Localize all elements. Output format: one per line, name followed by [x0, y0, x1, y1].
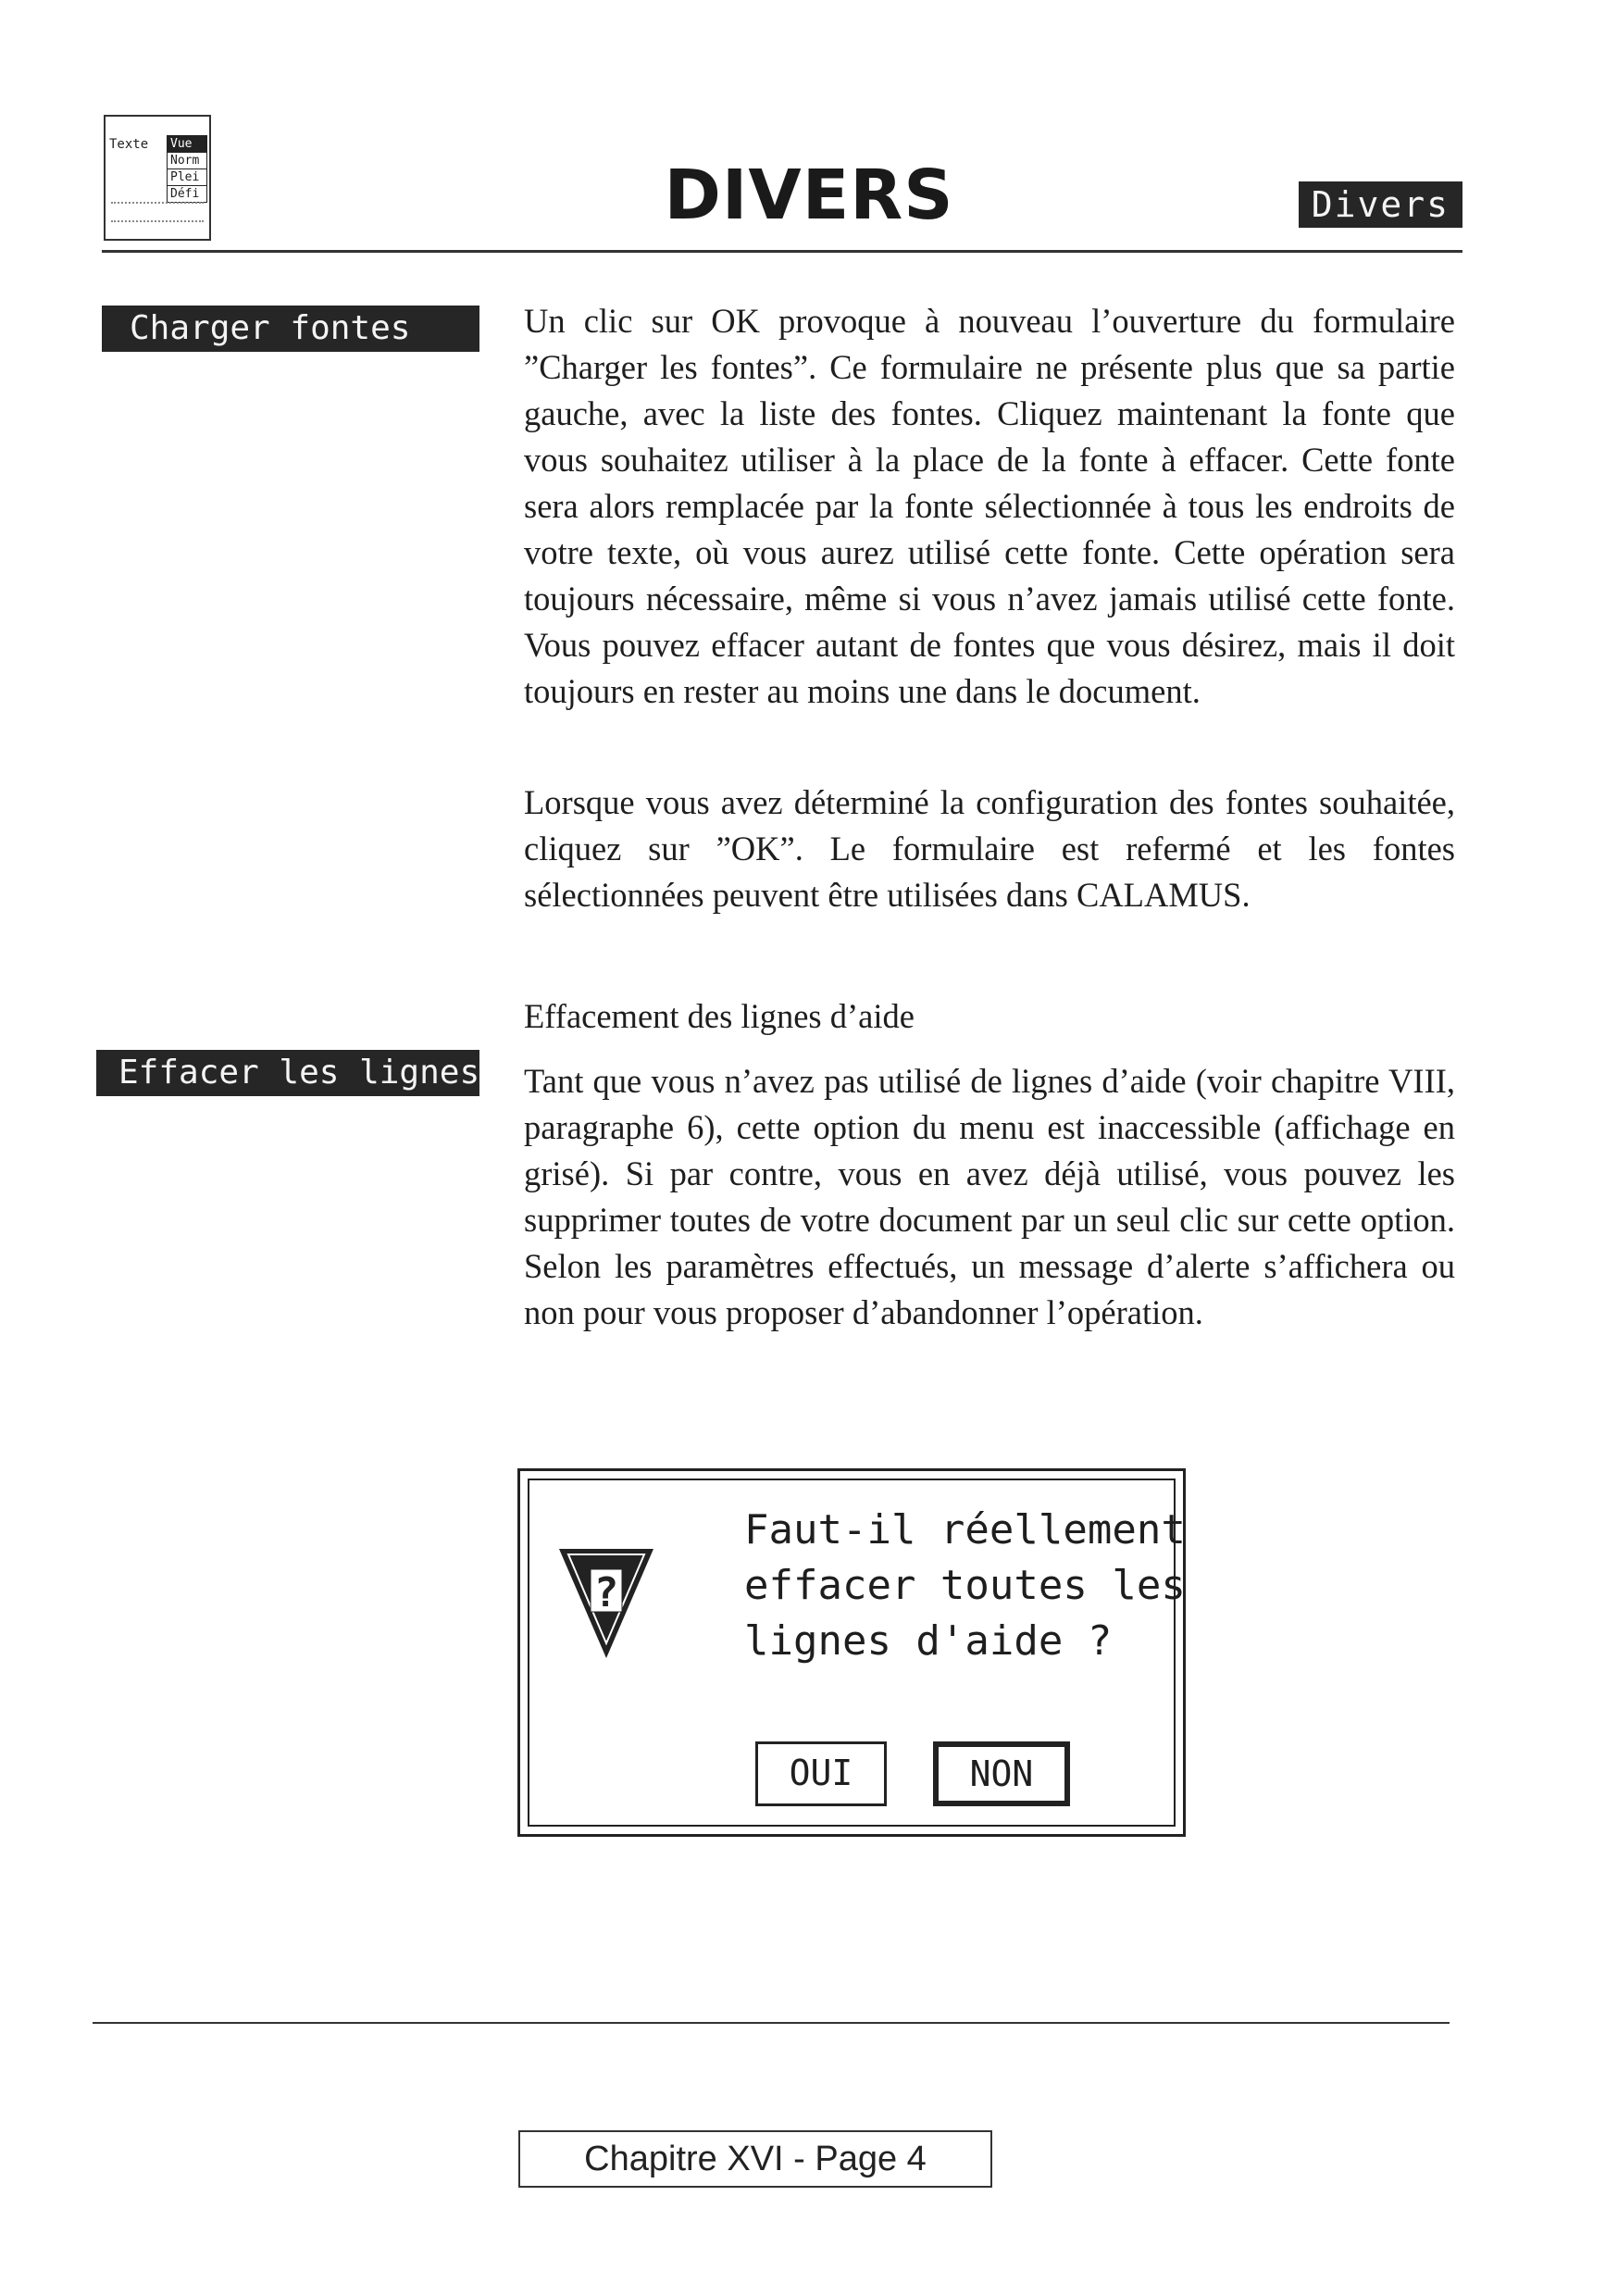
paragraph-text: Tant que vous n’avez pas utilisé de lignes d’aide (voir chapitre VIII, paragraphe 6), cette option du menu est inaccessible (affichage en grisé). Si par contre, vous en avez déjà utilisé, vous pouvez les supprimer toutes de votre document par un seul clic sur cette option. Selon les paramètres effectués, un message d’alerte s’affichera ou non pour vous proposer d’abandonner l’opération.	[524, 1062, 1455, 1331]
alert-message-line: lignes d'aide ?	[744, 1617, 1113, 1665]
alert-message-line: effacer toutes les	[744, 1562, 1186, 1609]
alert-message-line: Faut-il réellement	[744, 1506, 1186, 1554]
alert-message	[744, 1503, 1186, 1669]
svg-text:?: ?	[593, 1569, 619, 1616]
section-heading: Effacement des lignes d’aide	[524, 997, 915, 1035]
yes-button[interactable]: OUI	[755, 1741, 887, 1806]
section-tag: Divers	[1299, 181, 1462, 228]
menu-icon-item: Norm	[167, 153, 207, 169]
paragraph	[524, 780, 1455, 918]
menu-icon-item: Plei	[167, 169, 207, 186]
footer-rule	[93, 2022, 1450, 2024]
side-label-effacer-lignes: Effacer les lignes	[96, 1050, 479, 1096]
question-warning-icon	[555, 1541, 657, 1662]
paragraph-text: Lorsque vous avez déterminé la configuration des fontes souhaitée, cliquez sur ”OK”. Le formulaire est refermé et les fontes sélectionnées peuvent être utilisées dans CALAMUS.	[524, 783, 1455, 914]
paragraph	[524, 298, 1455, 715]
alert-dialog-frame	[528, 1479, 1186, 1827]
paragraph-text: Un clic sur OK provoque à nouveau l’ouverture du formulaire ”Charger les fontes”. Ce formulaire ne présente plus que sa partie gauche, avec la liste des fontes. Cliquez maintenant la fonte que vous souhaitez utiliser à la place de la fonte à effacer. Cette fonte sera alors remplacée par la fonte sélectionnée à tous les endroits de votre texte, où vous aurez utilisé cette fonte. Cette opération sera toujours nécessaire, même si vous n’avez jamais utilisé cette fonte. Vous pouvez effacer autant de fontes que vous désirez, mais il doit toujours en rester au moins une dans le document.	[524, 302, 1455, 710]
alert-dialog	[517, 1468, 1186, 1837]
menu-icon-item: Défi	[167, 186, 207, 203]
paragraph	[524, 1058, 1455, 1336]
no-button[interactable]: NON	[933, 1741, 1070, 1806]
header-rule	[102, 250, 1462, 253]
menu-icon-item: Vue	[167, 135, 207, 153]
side-label-charger-fontes: Charger fontes	[102, 306, 479, 352]
menu-icon-label: Texte	[109, 137, 149, 152]
page-number: Chapitre XVI - Page 4	[518, 2130, 992, 2188]
page-title: DIVERS	[664, 156, 954, 235]
